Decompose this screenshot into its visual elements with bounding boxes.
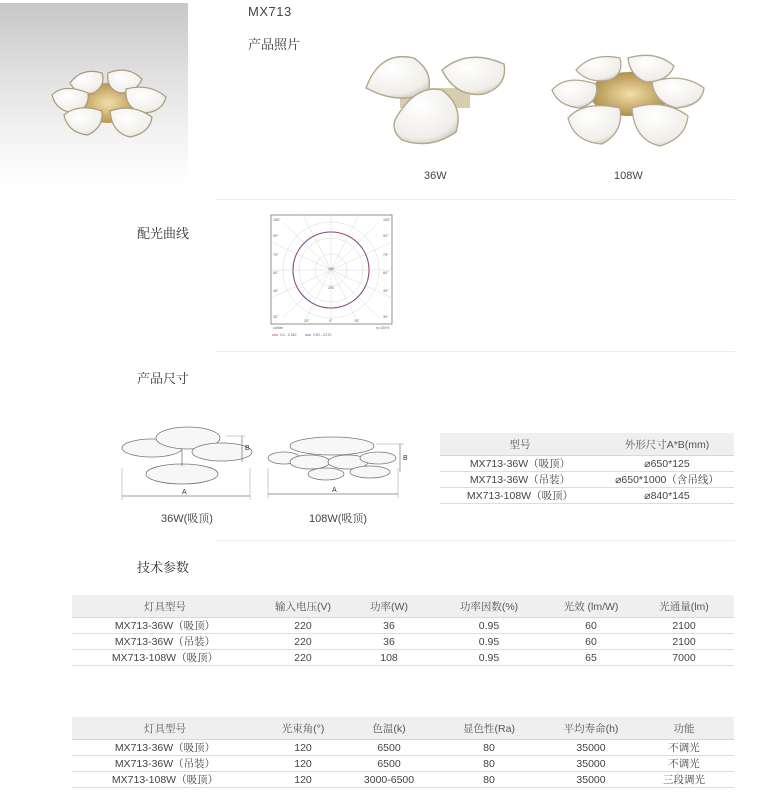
dimension-caption-36w: 36W(吸顶) [161,513,213,525]
divider [215,199,735,200]
table-row [440,472,734,488]
table-cell: MX713-36W（吊装） [72,756,258,772]
table-row [72,634,734,650]
divider [215,540,735,541]
column-header: 灯具型号 [72,717,258,740]
column-header: 显色性(Ra) [430,717,548,740]
divider [215,351,735,352]
section-title-tech: 技术参数 [137,560,190,575]
table-cell: MX713-36W（吸顶） [440,456,600,472]
table-cell: 108 [348,650,430,666]
table-cell: 0.95 [430,650,548,666]
dimension-caption-108w: 108W(吸顶) [309,513,368,525]
table-cell: 80 [430,756,548,772]
tech-table-2 [72,717,734,788]
table-cell: 60 [548,618,634,634]
model-title: MX713 [248,4,292,19]
legend-c0-label: C0 - C180 [280,333,297,337]
table-cell: MX713-36W（吊装） [72,634,258,650]
table-cell: 0.95 [430,634,548,650]
table-cell: MX713-108W（吸顶） [440,488,600,504]
table-cell: 6500 [348,740,430,756]
dimension-drawing-108w [266,428,412,504]
radial-label: 200 [328,286,334,290]
section-title-photos: 产品照片 [248,37,301,52]
table-cell: 220 [258,650,348,666]
table-cell: 60 [548,634,634,650]
table-row [72,740,734,756]
column-header: 型号 [440,433,600,456]
angle-label: 90° [273,234,279,238]
product-photo-108w [548,48,708,150]
table-cell: MX713-36W（吸顶） [72,740,258,756]
table-row [72,772,734,788]
table-cell: 6500 [348,756,430,772]
table-row [72,650,734,666]
dimension-label-b: B [245,445,250,452]
angle-label: 30° [273,315,279,319]
table-cell: MX713-36W（吸顶） [72,618,258,634]
table-cell: 2100 [634,634,734,650]
table-cell: 36 [348,634,430,650]
column-header: 光束角(°) [258,717,348,740]
table-cell: 35000 [548,756,634,772]
dimension-drawing-108w-svg [266,428,412,504]
table-cell: ⌀650*1000（含吊线） [600,472,734,488]
angle-label: 45° [273,289,279,293]
table-cell: 220 [258,618,348,634]
angle-label: 75° [273,253,279,257]
table-cell: 7000 [634,650,734,666]
table-cell: 35000 [548,772,634,788]
radial-label: 100 [328,267,334,271]
angle-label: 45° [383,289,389,293]
table-cell: 不调光 [634,756,734,772]
dimension-label-a: A [332,487,337,494]
table-cell: MX713-108W（吸顶） [72,772,258,788]
angle-label: 60° [383,271,389,275]
lamp-108w-illustration [548,48,708,150]
table-cell: 3000-6500 [348,772,430,788]
lamp-36w-illustration [360,50,510,150]
column-header: 光效 (lm/W) [548,595,634,618]
column-header: 输入电压(V) [258,595,348,618]
column-header: 功率因数(%) [430,595,548,618]
polar-light-distribution-chart [268,212,395,340]
table-cell: 65 [548,650,634,666]
column-header: 平均寿命(h) [548,717,634,740]
section-title-dimensions: 产品尺寸 [137,371,190,386]
dimension-label-a: A [182,489,187,496]
angle-label: 75° [383,253,389,257]
polar-chart-svg [268,212,395,340]
column-header: 灯具型号 [72,595,258,618]
table-cell: 220 [258,634,348,650]
angle-label: 60° [273,271,279,275]
unit-label: cd/klm [273,326,284,330]
table-cell: 36 [348,618,430,634]
table-cell: 不调光 [634,740,734,756]
hero-product-image [0,3,188,185]
column-header: 光通量(lm) [634,595,734,618]
angle-label: 30° [383,315,389,319]
table-cell: 35000 [548,740,634,756]
bottom-tick: 0° [329,319,333,323]
legend-c90-label: C90 - C270 [313,333,332,337]
dimension-label-b: B [403,455,408,462]
table-row [72,756,734,772]
column-header: 功能 [634,717,734,740]
table-cell: ⌀840*145 [600,488,734,504]
efficiency-label: η=100% [376,326,390,330]
table-cell: 120 [258,772,348,788]
table-cell: 0.95 [430,618,548,634]
photo-caption-36w: 36W [424,170,447,182]
table-cell: 三段调光 [634,772,734,788]
table-row [72,618,734,634]
table-cell: 2100 [634,618,734,634]
table-cell: MX713-108W（吸顶） [72,650,258,666]
table-header-row [72,595,734,618]
table-cell: ⌀650*125 [600,456,734,472]
column-header: 色温(k) [348,717,430,740]
angle-label: 180° [273,218,281,222]
section-title-light-curve: 配光曲线 [137,226,190,241]
angle-label: 180° [383,218,391,222]
table-cell: 80 [430,772,548,788]
product-photo-36w [360,50,510,150]
table-header-row [440,433,734,456]
table-header-row [72,717,734,740]
column-header: 外形尺寸A*B(mm) [600,433,734,456]
dimension-drawing-36w-svg [118,418,258,504]
tech-table-1 [72,595,734,666]
dimension-drawing-36w [118,418,258,504]
photo-caption-108w: 108W [614,170,643,182]
table-row [440,488,734,504]
column-header: 功率(W) [348,595,430,618]
table-cell: 120 [258,756,348,772]
table-row [440,456,734,472]
angle-label: 90° [383,234,389,238]
table-cell: 120 [258,740,348,756]
lamp-108w-hero-illustration [0,3,188,185]
table-cell: MX713-36W（吊装） [440,472,600,488]
bottom-tick: 15° [304,319,310,323]
table-cell: 80 [430,740,548,756]
bottom-tick: 15° [354,319,360,323]
dimension-table [440,433,734,504]
